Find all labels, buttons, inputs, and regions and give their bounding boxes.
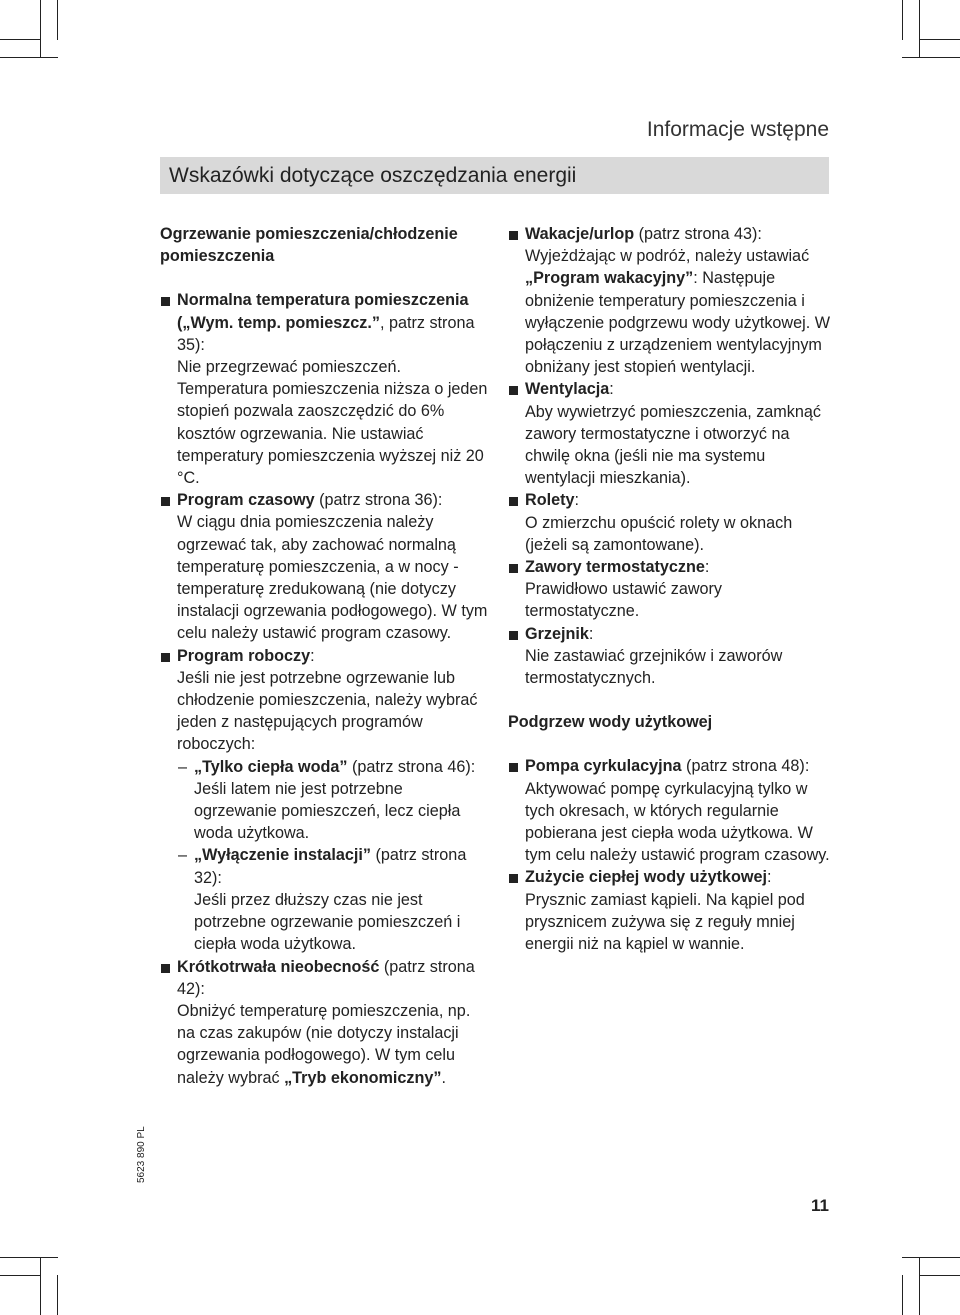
right-column bbox=[508, 223, 833, 955]
item-title: Grzejnik bbox=[525, 624, 589, 643]
item-ref: : bbox=[588, 624, 594, 643]
item-ref: : bbox=[766, 868, 772, 887]
list-item bbox=[508, 223, 833, 378]
bullet-square-icon bbox=[509, 386, 518, 395]
item-title: Krótkotrwała nieobecność bbox=[177, 957, 380, 976]
spacer bbox=[508, 689, 833, 711]
bullet-square-icon bbox=[509, 631, 518, 640]
item-title: Pompa cyrkulacyjna bbox=[525, 757, 682, 776]
crop-mark bbox=[920, 39, 960, 40]
list-item bbox=[160, 489, 490, 644]
bullet-square-icon bbox=[509, 874, 518, 883]
item-body: Aby wywietrzyć pomieszczenia, zamknąć zawory termostatyczne i otworzyć na chwilę okna (jeśli nie ma systemu wentylacji mieszkania). bbox=[525, 402, 821, 488]
crop-mark bbox=[919, 0, 920, 58]
item-body: Prawidłowo ustawić zawory termostatyczne. bbox=[525, 580, 723, 621]
sub-item-title: „Wyłączenie instalacji” bbox=[194, 846, 371, 865]
item-body: Jeśli nie jest potrzebne ogrzewanie lub chłodzenie pomieszczenia, należy wybrać jeden z następujących programów roboczych: bbox=[177, 668, 478, 754]
item-ref: (patrz strona 36): bbox=[314, 491, 443, 510]
crop-mark bbox=[902, 57, 960, 58]
item-ref: , patrz strona 35): bbox=[177, 313, 475, 354]
item-body: Aktywować pompę cyrkulacyjną tylko w tych okresach, w których regularnie pobierana jest ciepła woda użytkowa. W tym celu należy ustawić program czasowy. bbox=[525, 779, 830, 865]
crop-mark bbox=[919, 1257, 920, 1315]
dash-marker: – bbox=[178, 846, 188, 865]
item-title: Program czasowy bbox=[177, 491, 315, 510]
crop-mark bbox=[902, 1275, 903, 1315]
list-item bbox=[160, 956, 490, 1089]
section-heading: Podgrzew wody użytkowej bbox=[508, 713, 713, 732]
sub-item-title: „Tylko ciepła woda” bbox=[194, 757, 348, 776]
item-body-text: Obniżyć temperaturę pomieszczenia, np. na czas zakupów (nie dotyczy instalacji ogrzewania podłogowego). W tym celu należy wybrać bbox=[177, 1001, 471, 1087]
item-title: Wentylacja bbox=[525, 380, 610, 399]
list-item bbox=[508, 378, 833, 489]
item-ref: : bbox=[704, 558, 710, 577]
crop-mark bbox=[40, 0, 41, 58]
sub-item-body: Jeśli przez dłuższy czas nie jest potrzebne ogrzewanie pomieszczeń i ciepła woda użytkowa. bbox=[194, 890, 461, 954]
title-band bbox=[160, 157, 829, 194]
list-item bbox=[508, 866, 833, 955]
item-body bbox=[177, 1000, 490, 1089]
left-column bbox=[160, 223, 490, 1089]
crop-mark bbox=[902, 0, 903, 40]
item-ref: : bbox=[310, 646, 315, 665]
sub-list-item bbox=[160, 756, 490, 845]
crop-mark bbox=[920, 1275, 960, 1276]
item-title: Zużycie ciepłej wody użytkowej bbox=[525, 868, 767, 887]
item-body bbox=[525, 245, 833, 378]
item-title: Program roboczy bbox=[177, 646, 311, 665]
bullet-square-icon bbox=[509, 763, 518, 772]
bullet-square-icon bbox=[509, 564, 518, 573]
crop-mark bbox=[0, 1257, 58, 1258]
crop-mark bbox=[57, 1275, 58, 1315]
crop-mark bbox=[902, 1257, 960, 1258]
item-title: Zawory termostatyczne bbox=[525, 558, 705, 577]
bullet-square-icon bbox=[161, 497, 170, 506]
item-body-end: . bbox=[441, 1068, 446, 1087]
bullet-square-icon bbox=[161, 653, 170, 662]
item-body: Nie przegrzewać pomieszczeń. Temperatura pomieszczenia niższa o jeden stopień pozwala zaoszczędzić do 6% kosztów ogrzewania. Nie ustawiać temperatury pomieszczenia wyższej niż 20 °C. bbox=[177, 358, 488, 488]
item-body-bold: „Program wakacyjny” bbox=[525, 269, 694, 288]
item-body: W ciągu dnia pomieszczenia należy ogrzewać tak, aby zachować normalną temperaturę pomieszczenia, a w nocy - temperaturę zredukowaną (nie dotyczy instalacji ogrzewania podłogowego). W tym celu należy ustawić program czasowy. bbox=[177, 513, 488, 643]
list-item bbox=[508, 623, 833, 690]
crop-mark bbox=[0, 39, 40, 40]
item-body-text: : Następuje obniżenie temperatury pomieszczenia i wyłączenie podgrzewu wody użytkowej. W połączeniu z urządzeniem wentylacyjnym obniżany jest stopień wentylacji. bbox=[525, 269, 830, 377]
item-body: O zmierzchu opuścić rolety w oknach (jeżeli są zamontowane). bbox=[525, 513, 793, 554]
crop-mark bbox=[0, 1275, 40, 1276]
sub-item-ref: (patrz strona 32): bbox=[194, 846, 467, 887]
crop-mark bbox=[57, 0, 58, 40]
bullet-square-icon bbox=[509, 231, 518, 240]
item-title: Wakacje/urlop bbox=[525, 225, 635, 243]
item-body-text: Wyjeżdżając w podróż, należy ustawiać bbox=[525, 247, 810, 266]
page-title: Wskazówki dotyczące oszczędzania energii bbox=[169, 164, 577, 187]
list-item bbox=[508, 489, 833, 556]
item-ref: (patrz strona 43): bbox=[634, 225, 762, 243]
crop-mark bbox=[0, 57, 58, 58]
bullet-square-icon bbox=[509, 497, 518, 506]
bullet-square-icon bbox=[161, 297, 170, 306]
list-item bbox=[508, 755, 833, 866]
item-ref: : bbox=[609, 380, 614, 399]
item-ref: (patrz strona 42): bbox=[177, 957, 475, 998]
item-title: Normalna temperatura pomieszczenia („Wym. temp. pomieszcz.” bbox=[177, 291, 469, 332]
sub-item-ref: (patrz strona 46): bbox=[347, 757, 476, 776]
item-body-bold: „Tryb ekonomiczny” bbox=[284, 1068, 442, 1087]
list-item bbox=[508, 556, 833, 623]
item-ref: : bbox=[574, 491, 579, 510]
bullet-square-icon bbox=[161, 964, 170, 973]
section-header: Informacje wstępne bbox=[646, 118, 829, 141]
list-item bbox=[160, 289, 490, 489]
dash-marker: – bbox=[178, 757, 188, 776]
list-item bbox=[160, 645, 490, 756]
item-title: Rolety bbox=[525, 491, 575, 510]
item-ref: (patrz strona 48): bbox=[681, 757, 810, 776]
crop-mark bbox=[40, 1257, 41, 1315]
document-code: 5623 890 PL bbox=[136, 1126, 147, 1183]
item-body: Prysznic zamiast kąpieli. Na kąpiel pod prysznicem zużywa się z reguły mniej energii niż na kąpiel w wannie. bbox=[525, 890, 805, 954]
section-heading: Ogrzewanie pomieszczenia/chłodzenie pomieszczenia bbox=[160, 225, 458, 266]
sub-item-body: Jeśli latem nie jest potrzebne ogrzewanie pomieszczeń, lecz ciepła woda użytkowa. bbox=[194, 779, 461, 843]
sub-list-item bbox=[160, 844, 490, 955]
item-body: Nie zastawiać grzejników i zaworów termostatycznych. bbox=[525, 646, 783, 688]
page-number: 11 bbox=[811, 1196, 829, 1215]
